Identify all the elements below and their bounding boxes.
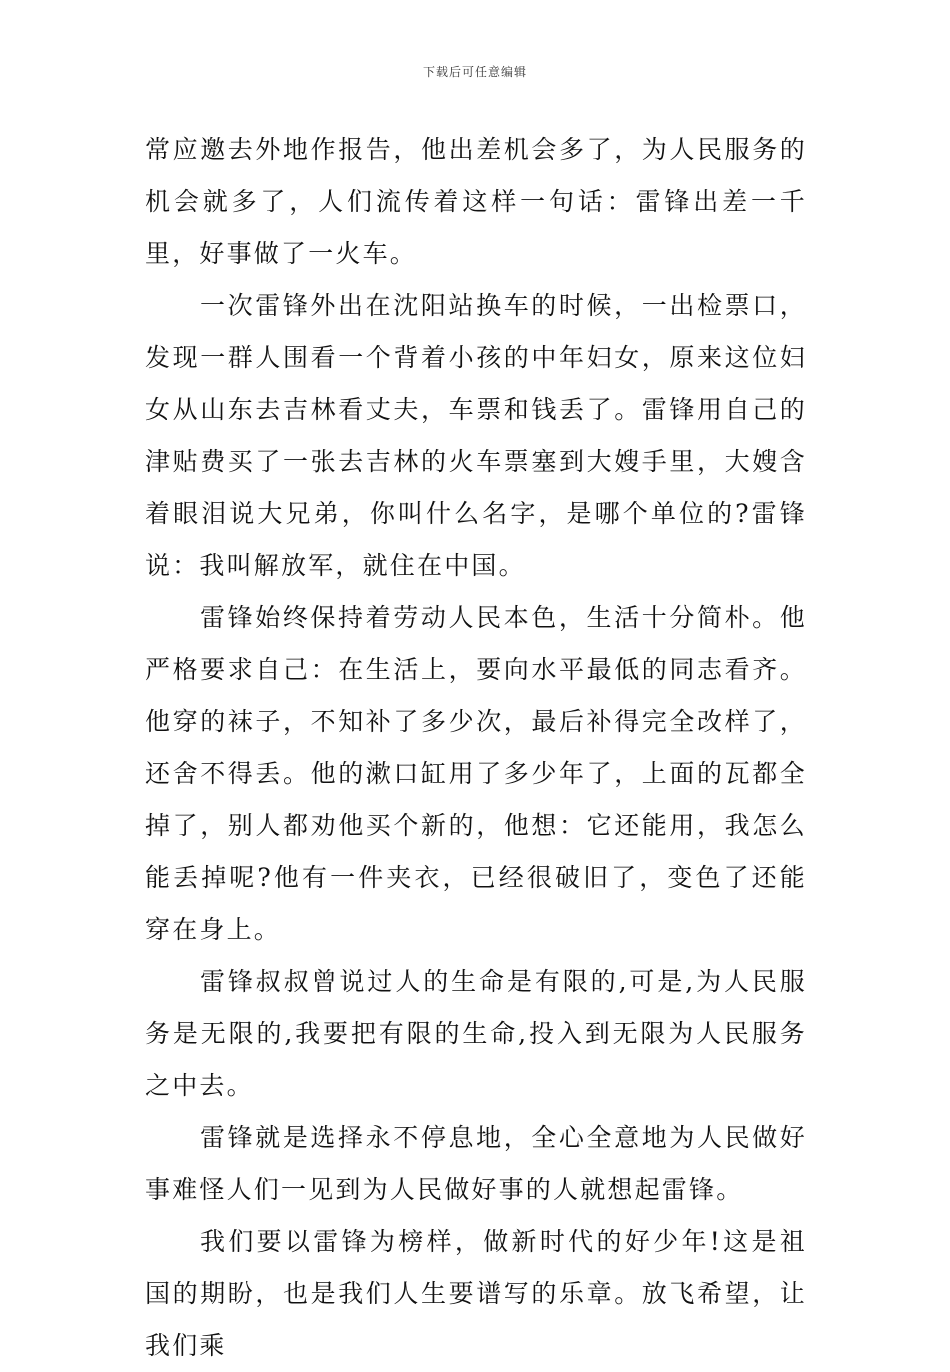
page-header: 下载后可任意编辑: [422, 65, 527, 79]
paragraph-5: 雷锋就是选择永不停息地，全心全意地为人民做好事难怪人们一见到为人民做好事的人就想起雷锋。: [145, 1123, 807, 1204]
paragraph-6: 我们要以雷锋为榜样，做新时代的好少年!这是祖国的期盼，也是我们人生要谱写的乐章。放飞希望，让我们乘: [145, 1227, 807, 1360]
paragraph-2: 一次雷锋外出在沈阳站换车的时候，一出检票口，发现一群人围看一个背着小孩的中年妇女，原来这位妇女从山东去吉林看丈夫，车票和钱丢了。雷锋用自己的津贴费买了一张去吉林的火车票塞到大嫂手里，大嫂含着眼泪说大兄弟，你叫什么名字，是哪个单位的?雷锋说：我叫解放军，就住在中国。: [145, 291, 807, 580]
paragraph-4: 雷锋叔叔曾说过人的生命是有限的,可是,为人民服务是无限的,我要把有限的生命,投入到无限为人民服务之中去。: [145, 967, 807, 1100]
paragraph-3: 雷锋始终保持着劳动人民本色，生活十分简朴。他严格要求自己：在生活上，要向水平最低的同志看齐。他穿的袜子，不知补了多少次，最后补得完全改样了，还舍不得丢。他的漱口缸用了多少年了，上面的瓦都全掉了，别人都劝他买个新的，他想：它还能用，我怎么能丢掉呢?他有一件夹衣，已经很破旧了，变色了还能穿在身上。: [145, 603, 807, 944]
document-body: [145, 124, 807, 1372]
paragraph-1: 常应邀去外地作报告，他出差机会多了，为人民服务的机会就多了，人们流传着这样一句话：雷锋出差一千里，好事做了一火车。: [145, 135, 807, 268]
